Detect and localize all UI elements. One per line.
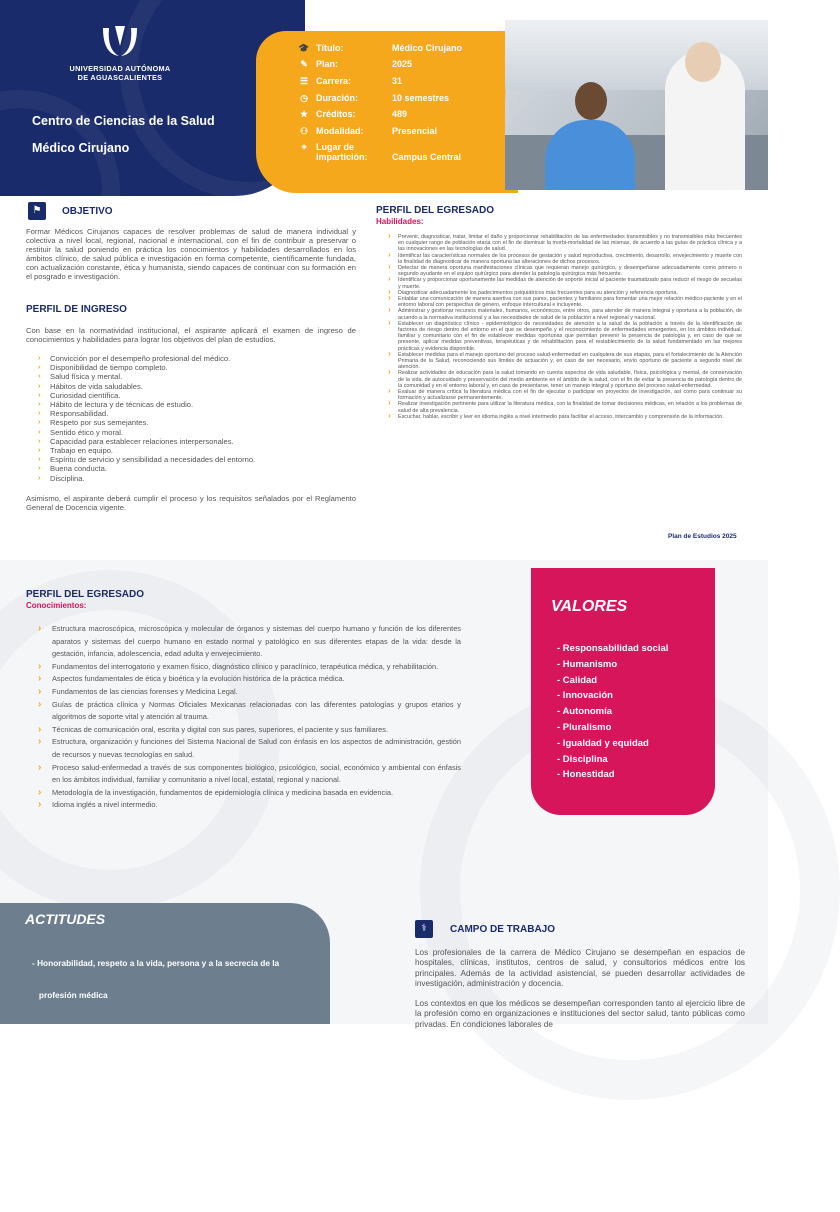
info-row-lugar: ⌖ Lugar de impartición: Campus Central (298, 142, 512, 162)
header-photo (505, 20, 768, 190)
objetivo-title: OBJETIVO (62, 206, 113, 217)
info-panel (256, 31, 518, 193)
actitudes-panel (0, 903, 330, 1191)
list-item: › Disponibilidad de tiempo completo. (26, 363, 356, 372)
university-emblem-icon (97, 24, 143, 60)
career-name: Médico Cirujano (32, 141, 130, 155)
list-item: profesión médica (32, 989, 108, 1000)
egresado-con-title: PERFIL DEL EGRESADO (26, 589, 144, 600)
campo-p2: Los contextos en que los médicos se desempeñan corresponden tanto al ejercicio libre de la profesión como en organizaciones e instituciones del sector salud, tanto públicas como privadas. En condiciones laborales de (415, 999, 745, 1029)
list-item: › Entablar una comunicación de manera asertiva con sus pares, pacientes y familiares para fomentar una mejor relación médico-paciente y en el entorno laboral con perspectiva de género, enfoque intercultural e incluyente. (386, 296, 742, 308)
list-item: › Sentido ético y moral. (26, 428, 356, 437)
habilidades-subtitle: Habilidades: (376, 217, 424, 226)
list-item: - Innovación (557, 690, 613, 702)
info-row-plan: ✎ Plan: 2025 (298, 59, 512, 69)
list-item: › Evaluar de manera crítica la literatura médica con el fin de ejecutar o participar en proyectos de investigación, así como para continuar su formación y actualizarse permanentemente. (386, 389, 742, 401)
clock-icon: ◷ (300, 93, 308, 103)
list-item: - Pluralismo (557, 721, 612, 733)
list-item: › Hábito de lectura y de técnicas de estudio. (26, 400, 356, 409)
ingreso-title: PERFIL DE INGRESO (26, 304, 127, 315)
objective-icon: ⚑ (28, 202, 46, 220)
list-item: - Honorabilidad, respeto a la vida, persona y a la secrecía de la (32, 958, 280, 969)
list-item: › Fundamentos de las ciencias forenses y Medicina Legal. (36, 686, 461, 699)
list-item: › Trabajo en equipo. (26, 446, 356, 455)
star-icon: ★ (299, 109, 309, 119)
list-item: › Fundamentos del interrogatorio y examen físico, diagnóstico clínico y paraclínico, terapéutica médica, y rehabilitación. (36, 661, 461, 674)
habilidades-list (386, 234, 742, 420)
info-row-modalidad: ⚇ Modalidad: Presencial (299, 126, 438, 136)
list-item: - Ética profesional (32, 1053, 104, 1064)
list-item: › Idioma inglés a nivel intermedio. (36, 799, 461, 812)
list-item: › Diagnosticar adecuadamente los padecimientos psiquiátricos más frecuentes para su atención y referencia oportuna. (386, 290, 742, 296)
university-logo (50, 24, 190, 82)
list-item: › Estructura macroscópica, microscópica y molecular de órganos y sistemas del cuerpo humano y función de los diferentes aparatos y sistemas del cuerpo humano en estado normal y patológico en sus diferentes etapas de la vida: desde la gestación, infancia, adolescencia, edad adulta y envejecimiento. (36, 623, 461, 661)
objetivo-text: Formar Médicos Cirujanos capaces de resolver problemas de salud de manera individual y colectiva a nivel local, regional, nacional e internacional, con el fin de contribuir a preservar o restituir la salud poniendo en práctica los conocimientos y habilidades desarrollados en los ámbitos clínico, de salud pública e investigación en forma competente, científicamente fundada, con actualización constante, ética y humanista, siendo capaces de continuar con su formación en el posgrado e investigación. (26, 227, 356, 281)
people-icon: ⚇ (299, 126, 309, 136)
list-item: › Convicción por el desempeño profesional del médico. (26, 354, 356, 363)
info-row-carrera: ☰ Carrera: 31 (299, 76, 403, 86)
list-item: › Responsabilidad. (26, 409, 356, 418)
ingreso-outro: Asimismo, el aspirante deberá cumplir el proceso y los requisitos señalados por el Reglamento General de Docencia vigente. (26, 494, 356, 512)
list-item: - Crítica y autocrítica (32, 1085, 115, 1096)
list-item: › Estructura, organización y funciones del Sistema Nacional de Salud con énfasis en los aspectos de administración, gestión de recursos y nuevas tecnologías en salud. (36, 736, 461, 761)
info-row-titulo: 🎓 Título: Médico Cirujano (298, 43, 463, 53)
campo-title: CAMPO DE TRABAJO (450, 924, 556, 935)
list-item: - Compañerismo y trabajo en equipo de manera interprofesional (32, 1117, 285, 1128)
list-item: › Disciplina. (26, 474, 356, 483)
list-item: › Proceso salud-enfermedad a través de sus componentes biológico, psicológico, social, económico y ambiental con énfasis en los ámbitos individual, familiar y comunitario a nivel local, estatal, regional y nacional. (36, 762, 461, 787)
list-item: › Técnicas de comunicación oral, escrita y digital con sus pares, superiores, el paciente y sus familiares. (36, 724, 461, 737)
location-icon: ⌖ (301, 142, 307, 152)
actitudes-title: ACTITUDES (25, 911, 106, 927)
list-item: - Resiliencia (32, 1180, 81, 1191)
list-item: - Espíritu emprendedor (32, 1021, 124, 1032)
valores-title: VALORES (551, 598, 628, 615)
actitudes-list (32, 937, 285, 1212)
list-item: › Administrar y gestionar recursos materiales, humanos, económicos, entre otros, para atender de manera integral y oportuna a la población, de acuerdo a la normativa institucional y a las necesidades de salud de la población a nivel regional y nacional. (386, 308, 742, 320)
list-item: › Identificar las características normales de los procesos de gestación y salud reproductiva, crecimiento, desarrollo, envejecimiento y muerte con la finalidad de diagnosticar de manera oportuna las alteraciones de dichos procesos. (386, 253, 742, 265)
mortarboard-icon: 🎓 (298, 43, 310, 53)
list-item: › Salud física y mental. (26, 372, 356, 381)
conocimientos-list (36, 623, 461, 812)
list-item: › Metodología de la investigación, fundamentos de epidemiología clínica y medicina basada en evidencia. (36, 787, 461, 800)
list-item: - Humanismo (557, 658, 618, 670)
list-item: - Igualdad y equidad (557, 737, 649, 749)
egresado-hab-title: PERFIL DEL EGRESADO (376, 205, 494, 216)
info-row-duracion: ◷ Duración: 10 semestres (298, 93, 512, 103)
list-item: › Capacidad para establecer relaciones interpersonales. (26, 437, 356, 446)
list-item: › Establecer un diagnóstico clínico - epidemiológico de necesidades de atención a la salud de la población a través de la identificación de factores de riesgo dentro del entorno en el que se desempeñe y el reconocimiento de enfermedades emergentes, en los ámbitos individual, familiar y comunitario con el fin de establecer medidas oportunas que permitan prevenir la presencia de patología y, en caso de que se presente, aplicar medidas preventivas, terapéuticas y de rehabilitación para el restablecimiento de la salud fundamentado en las mejores prácticas y evidencia disponible. (386, 321, 742, 352)
campo-p1: Los profesionales de la carrera de Médico Cirujano se desempeñan en espacios de hospitales, clínicas, institutos, centros de salud, y consultorios médicos entre los principales. Además de la actividad asistencial, se pueden desarrollar actividades de investigación, administración y docencia. (415, 948, 745, 989)
list-item: › Buena conducta. (26, 464, 356, 473)
list-item: › Realizar actividades de educación para la salud tomando en cuenta aspectos de vida saludable, física, psicológica y mental, de conservación de la vida, de autocuidado y preservación del medio ambiente en el ámbito de la salud, con el fin de evitar la presencia de patología dentro de la comunidad y en el entorno laboral y, en caso de presentarse, tener un manejo integral y oportuno del proceso salud-enfermedad. (386, 370, 742, 389)
briefcase-icon: ⚕ (415, 920, 433, 938)
list-item: › Espíritu de servicio y sensibilidad a necesidades del entorno. (26, 455, 356, 464)
valores-panel (531, 568, 715, 815)
list-item: - Calidad (557, 674, 598, 686)
list-item: › Respeto por sus semejantes. (26, 418, 356, 427)
list-item: - Autonomía (557, 706, 613, 718)
pen-icon: ✎ (300, 59, 308, 69)
ingreso-intro: Con base en la normatividad institucional, el aspirante aplicará el examen de ingreso de conocimientos y habilidades para lograr los objetivos del plan de estudios. (26, 326, 356, 344)
info-row-creditos: ★ Créditos: 489 (299, 109, 408, 119)
list-item: › Hábitos de vida saludables. (26, 382, 356, 391)
list-item: › Aspectos fundamentales de ética y bioética y la evolución histórica de la práctica médica. (36, 673, 461, 686)
center-name: Centro de Ciencias de la Salud (32, 114, 215, 128)
list-item: › Escuchar, hablar, escribir y leer en idioma inglés a nivel intermedio para facilitar el acceso, intercambio y comprensión de la información. (386, 414, 742, 420)
plan-label: Plan de Estudios 2025 (668, 533, 737, 540)
list-item: - Responsabilidad social (557, 643, 669, 654)
university-name-line-2: DE AGUASCALIENTES (77, 73, 163, 82)
list-item: - Disciplina (557, 753, 608, 765)
conocimientos-subtitle: Conocimientos: (26, 601, 87, 610)
list-icon: ☰ (299, 76, 309, 86)
list-item: › Detectar de manera oportuna manifestaciones clínicas que requieran manejo quirúrgico, y desempeñarse adecuadamente como primero o segundo ayudante en el equipo quirúrgico para atender la patología quirúrgica más frecuente. (386, 265, 742, 277)
list-item: e interdisciplinar (32, 1148, 106, 1159)
university-name-line-1: UNIVERSIDAD AUTÓNOMA (69, 64, 171, 73)
list-item: › Establecer medidas para el manejo oportuno del proceso salud-enfermedad en cualquiera de sus etapas, para el fortalecimiento de la Atención Primaria de la Salud, reconociendo sus límites de actuación y, en caso de ser necesario, envío oportuno de paciente a segundo nivel de atención. (386, 352, 742, 371)
list-item: - Honestidad (557, 769, 615, 781)
list-item: › Guías de práctica clínica y Normas Oficiales Mexicanas relacionadas con las diferentes patologías y grupos etarios y algoritmos de soporte vital y atención al trauma. (36, 699, 461, 724)
valores-list (557, 641, 668, 783)
ingreso-list (26, 354, 356, 483)
list-item: › Identificar y proporcionar oportunamente las medidas de atención de soporte inicial al paciente traumatizado para reducir el riesgo de secuelas y muerte. (386, 277, 742, 289)
list-item: › Realizar investigación pertinente para utilizar la literatura médica, con la finalidad de tomar decisiones médicas, en relación a los problemas de salud de alta prevalencia. (386, 401, 742, 413)
list-item: › Curiosidad científica. (26, 391, 356, 400)
list-item: › Prevenir, diagnosticar, tratar, limitar el daño y proporcionar rehabilitación de las enfermedades transmisibles y no transmisibles más frecuentes en cualquier rango de población etaria con el fin de disminuir la morbi-mortalidad de las mismas, de acuerdo a las guías de práctica clínica y a las innovaciones en las tecnologías de salud. (386, 234, 742, 253)
